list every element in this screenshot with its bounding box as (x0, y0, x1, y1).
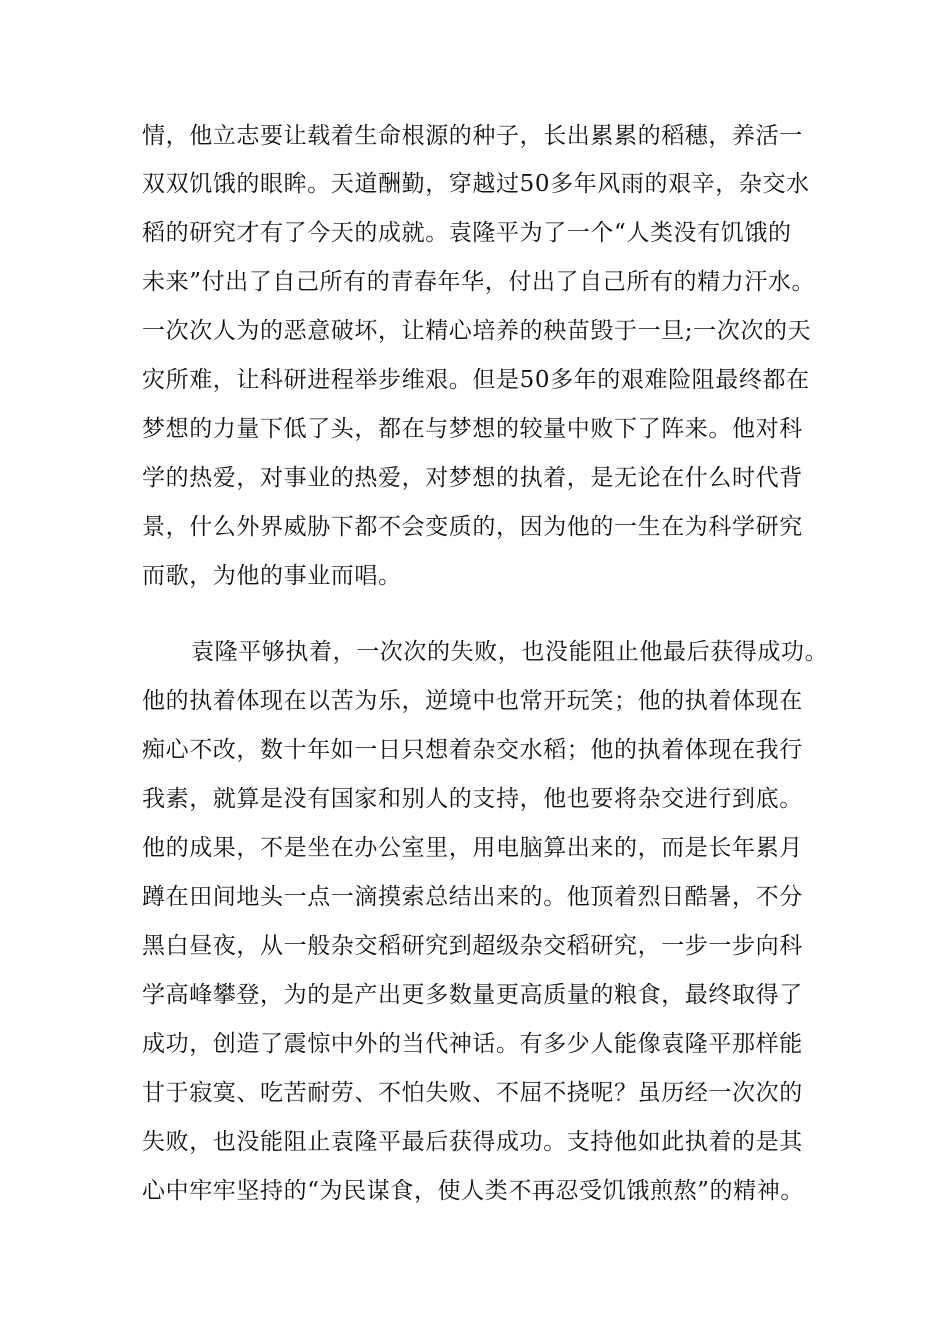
paragraph-line: 情，他立志要让载着生命根源的种子，长出累累的稻穗，养活一 (142, 123, 803, 149)
paragraph-line: 心中牢牢坚持的“为民谋食，使人类不再忍受饥饿煎熬”的精神。 (142, 1178, 804, 1204)
paragraph-line: 未来”付出了自己所有的青春年华，付出了自己所有的精力汗水。 (142, 269, 816, 295)
paragraph-line: 失败，也没能阻止袁隆平最后获得成功。支持他如此执着的是其 (142, 1129, 803, 1155)
paragraph-line: 灾所难，让科研进程举步维艰。但是50多年的艰难险阻最终都在 (142, 367, 810, 393)
paragraph-line: 蹲在田间地头一点一滴摸索总结出来的。他顶着烈日酷暑，不分 (142, 884, 803, 910)
paragraph-line: 他的执着体现在以苦为乐，逆境中也常开玩笑；他的执着体现在 (142, 688, 803, 714)
paragraph-line: 袁隆平够执着，一次次的失败，也没能阻止他最后获得成功。 (191, 639, 829, 665)
paragraph-line: 稻的研究才有了今天的成就。袁隆平为了一个“人类没有饥饿的 (142, 220, 792, 246)
paragraph-line: 学高峰攀登，为的是产出更多数量更高质量的粮食，最终取得了 (142, 982, 803, 1008)
paragraph-line: 他的成果，不是坐在办公室里，用电脑算出来的，而是长年累月 (142, 835, 803, 861)
paragraph-line: 一次次人为的恶意破坏，让精心培养的秧苗毁于一旦;一次次的天 (142, 318, 812, 344)
paragraph-line: 学的热爱，对事业的热爱，对梦想的执着，是无论在什么时代背 (142, 465, 803, 491)
paragraph-line: 我素，就算是没有国家和别人的支持，他也要将杂交进行到底。 (142, 786, 803, 812)
paragraph-line: 甘于寂寞、吃苦耐劳、不怕失败、不屈不挠呢？虽历经一次次的 (142, 1080, 803, 1106)
paragraph-line: 成功，创造了震惊中外的当代神话。有多少人能像袁隆平那样能 (142, 1031, 803, 1057)
paragraph-line: 而歌，为他的事业而唱。 (142, 563, 402, 589)
paragraph-line: 痴心不改，数十年如一日只想着杂交水稻；他的执着体现在我行 (142, 737, 803, 763)
paragraph-line: 黑白昼夜，从一般杂交稻研究到超级杂交稻研究，一步一步向科 (142, 933, 803, 959)
paragraph-line: 景，什么外界威胁下都不会变质的，因为他的一生在为科学研究 (142, 514, 803, 540)
paragraph-line: 双双饥饿的眼眸。天道酬勤，穿越过50多年风雨的艰辛，杂交水 (142, 171, 810, 197)
paragraph-line: 梦想的力量下低了头，都在与梦想的较量中败下了阵来。他对科 (142, 416, 803, 442)
